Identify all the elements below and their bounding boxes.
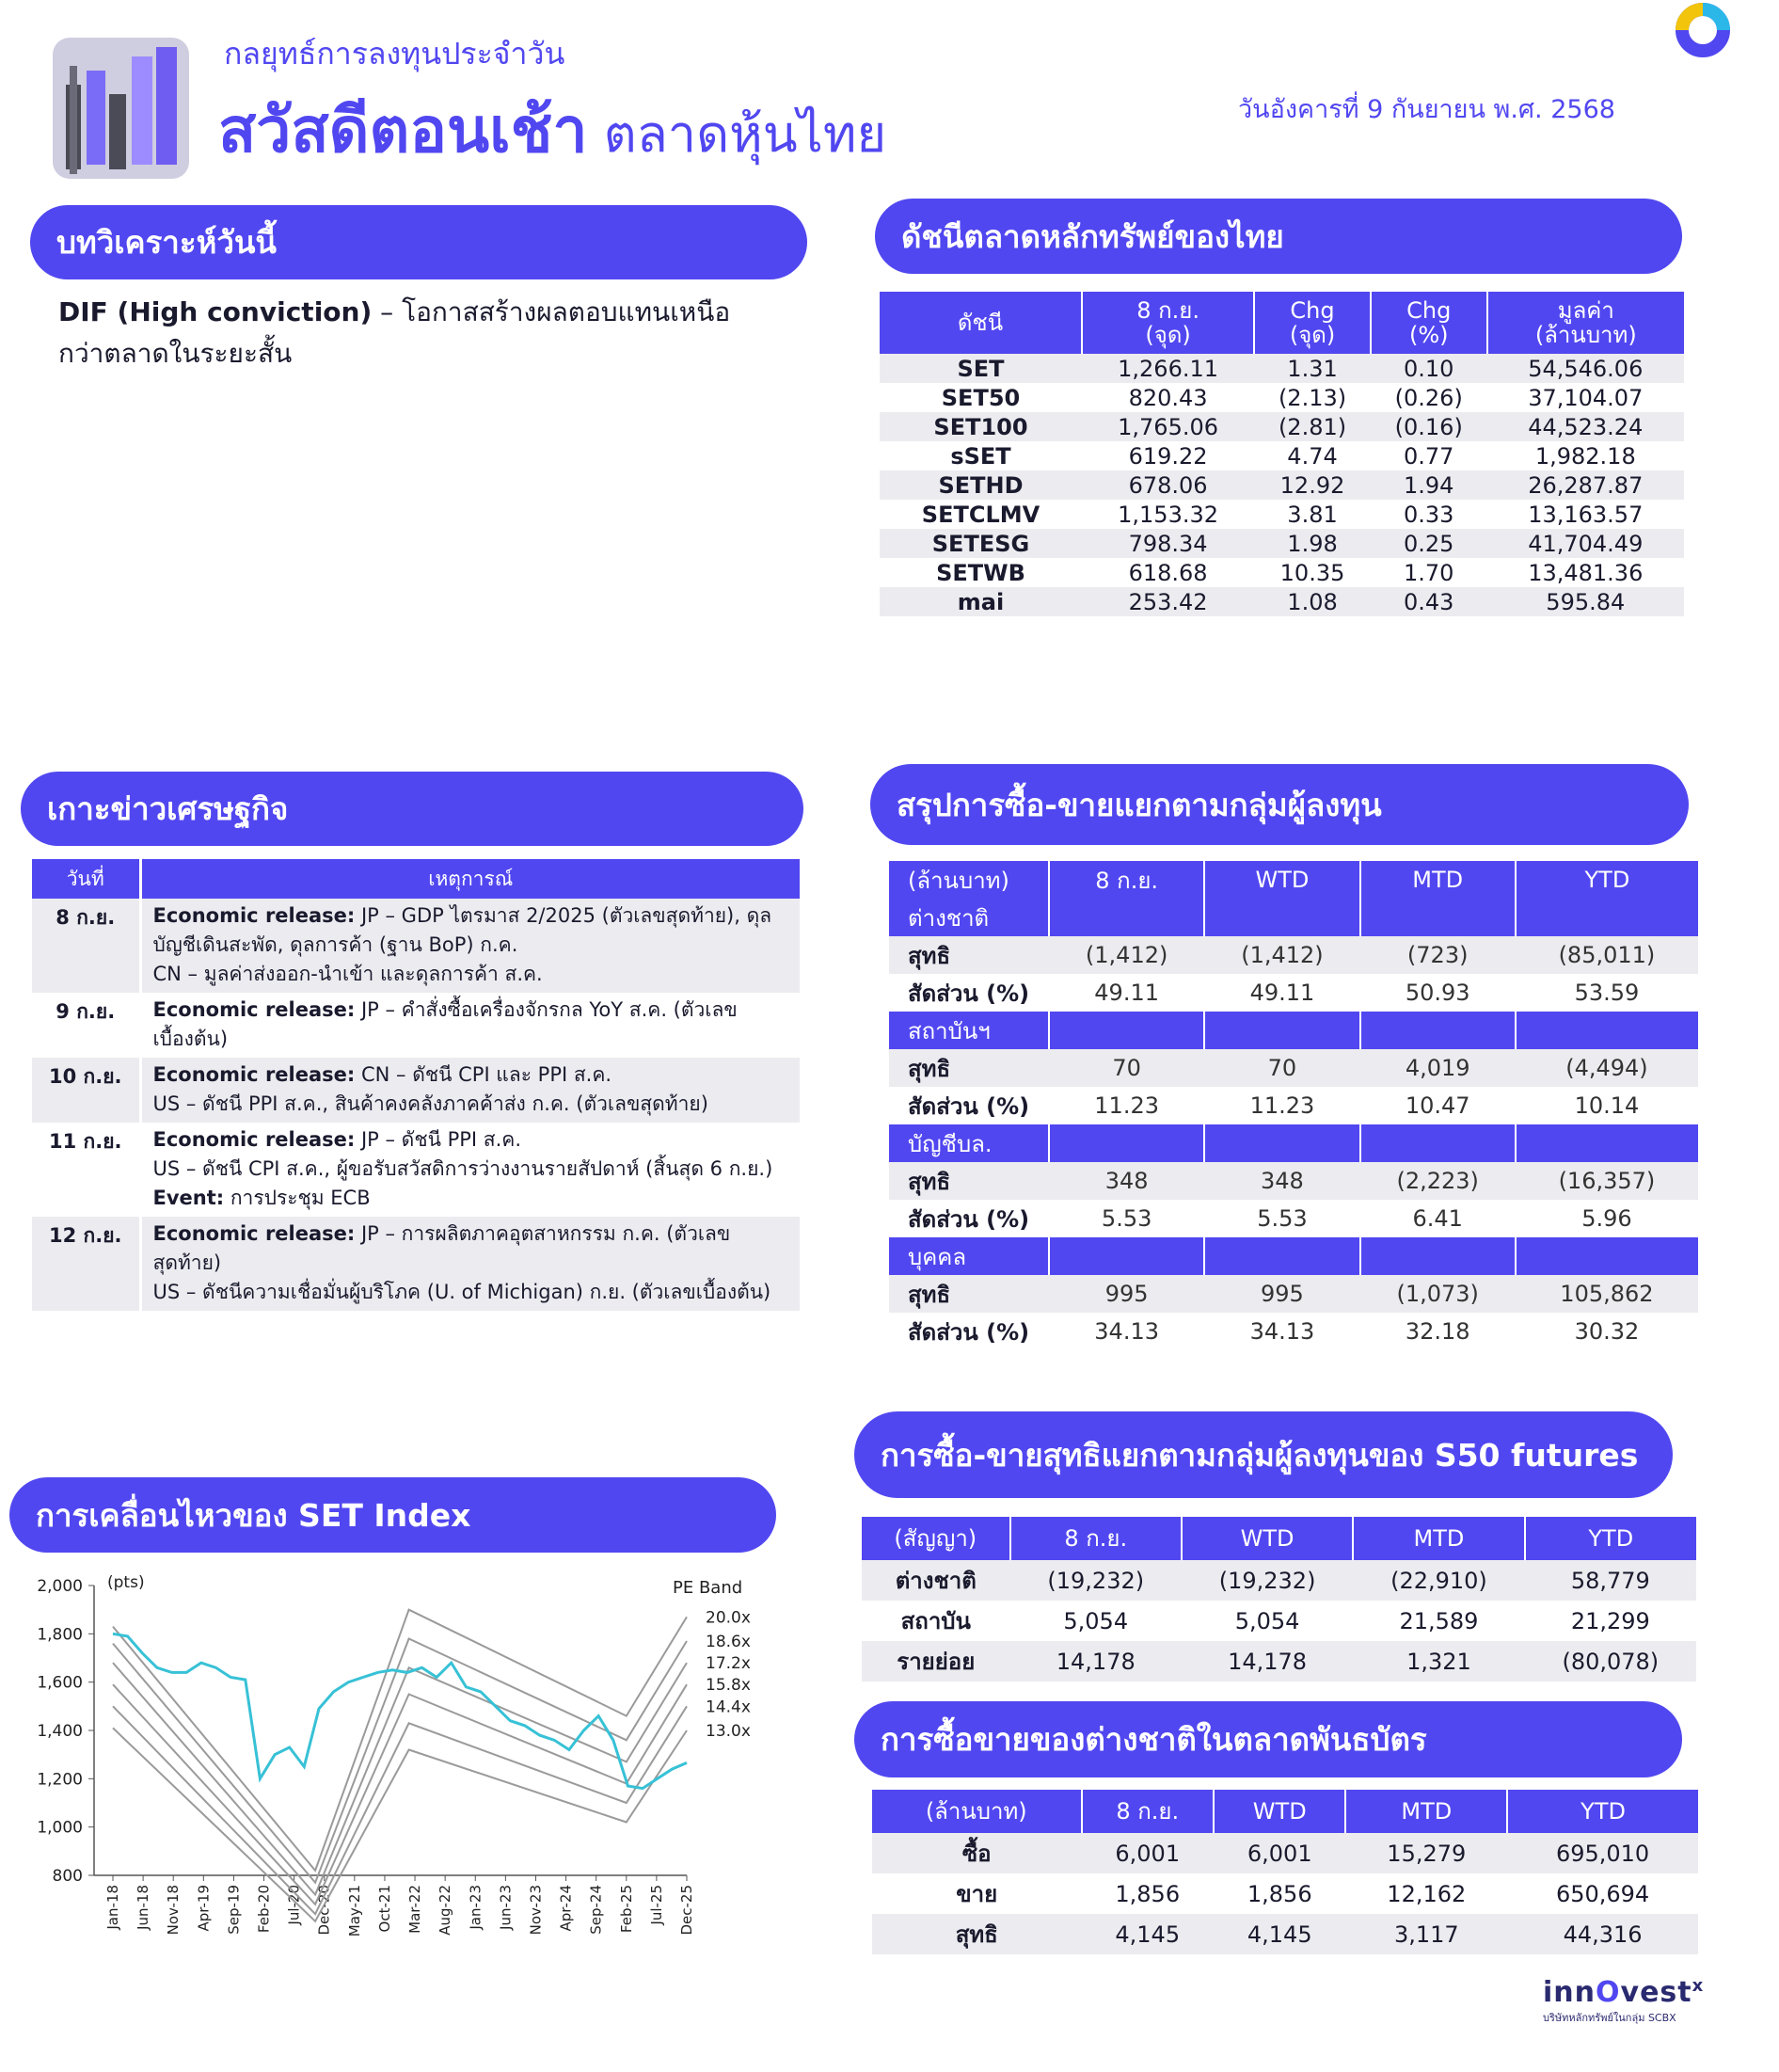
table-row xyxy=(880,558,1684,587)
y-tick-label: 2,000 xyxy=(37,1577,83,1596)
logo-candlestick-icon xyxy=(53,38,189,179)
news-line xyxy=(153,901,795,931)
report-subtitle: กลยุทธ์การลงทุนประจำวัน xyxy=(224,36,565,72)
table-value: (22,910) xyxy=(1353,1560,1524,1601)
news-date: 10 ก.ย. xyxy=(32,1058,140,1123)
col-header: (ล้านบาท) xyxy=(872,1790,1082,1833)
news-event xyxy=(140,1217,800,1311)
col-header: มูลค่า (ล้านบาท) xyxy=(1487,292,1684,354)
index-value: 12.92 xyxy=(1254,470,1371,500)
section-cell xyxy=(1516,899,1698,936)
table-value: 58,779 xyxy=(1525,1560,1696,1601)
index-name: SET xyxy=(880,354,1082,383)
investor-value: 49.11 xyxy=(1094,980,1159,1006)
news-date: 11 ก.ย. xyxy=(32,1123,140,1217)
news-text: CN – มูลค่าส่งออก-นำเข้า และดุลการค้า ส.ค. xyxy=(152,963,543,985)
table-row xyxy=(872,1873,1698,1914)
news-line xyxy=(153,1090,795,1119)
news-text: การประชุม ECB xyxy=(224,1187,371,1209)
section-cell xyxy=(1516,1124,1698,1162)
row-label: สุทธิ xyxy=(872,1914,1082,1954)
investor-heading-text: สรุปการซื้อ-ขายแยกตามกลุ่มผู้ลงทุน xyxy=(897,786,1382,823)
index-value: (2.81) xyxy=(1254,412,1371,441)
investor-value: (85,011) xyxy=(1558,942,1656,968)
news-text: US – ดัชนีความเชื่อมั่นผู้บริโภค (U. of Michigan) ก.ย. (ตัวเลขเบื้องต้น) xyxy=(152,1281,771,1303)
index-name: mai xyxy=(880,587,1082,616)
index-value: 0.77 xyxy=(1404,442,1454,470)
section-cell xyxy=(1516,1237,1698,1275)
table-row xyxy=(862,1641,1696,1682)
table-row xyxy=(880,354,1684,383)
table-value: 4,145 xyxy=(1082,1914,1215,1954)
y-unit-label: (pts) xyxy=(107,1573,145,1592)
index-name: sSET xyxy=(950,442,1011,470)
table-row xyxy=(880,470,1684,500)
index-value: 0.33 xyxy=(1404,501,1454,528)
col-header: 8 ก.ย. xyxy=(1049,861,1204,899)
innovest-logo: innOvest$^x$ บริษัทหลักทรัพย์ในกลุ่ม SCBX xyxy=(1543,1976,1705,2024)
investor-value: (2,223) xyxy=(1396,1168,1479,1194)
analysis-stock: DIF (High conviction) xyxy=(58,296,373,327)
x-tick-label: May-21 xyxy=(345,1885,363,1937)
index-value: 1.94 xyxy=(1371,470,1487,500)
news-label: Economic release: xyxy=(152,1128,356,1151)
news-col-date: วันที่ xyxy=(32,859,140,899)
x-tick-label: Feb-25 xyxy=(617,1885,635,1934)
x-tick-label: Jan-18 xyxy=(104,1885,121,1930)
index-value: 0.10 xyxy=(1371,354,1487,383)
news-event xyxy=(140,1058,800,1123)
investor-value: 10.47 xyxy=(1405,1092,1470,1119)
investor-value: (1,412) xyxy=(1085,942,1168,968)
set-chart-heading xyxy=(9,1477,776,1553)
news-text: JP – ดัชนี PPI ส.ค. xyxy=(355,1128,522,1151)
x-tick-label: Sep-24 xyxy=(587,1885,605,1935)
table-value: (19,232) xyxy=(1010,1560,1182,1601)
row-label: รายย่อย xyxy=(862,1641,1010,1682)
index-value: (0.16) xyxy=(1371,412,1487,441)
table-value: 4,145 xyxy=(1214,1914,1345,1954)
index-value: 41,704.49 xyxy=(1487,529,1684,558)
section-cell xyxy=(1049,1237,1204,1275)
x-tick-label: Jul-20 xyxy=(285,1885,303,1925)
x-tick-label: Oct-21 xyxy=(375,1885,393,1933)
index-value: 44,523.24 xyxy=(1487,412,1684,441)
news-table xyxy=(32,859,800,1311)
row-label: สุทธิ xyxy=(908,1281,951,1308)
index-value: 618.68 xyxy=(1128,559,1208,586)
news-line xyxy=(153,1155,795,1184)
col-header: 8 ก.ย. xyxy=(1082,1790,1215,1833)
investor-value: (723) xyxy=(1406,942,1469,968)
investor-value: 32.18 xyxy=(1405,1318,1470,1345)
col-header: ดัชนี xyxy=(880,292,1082,354)
section-cell xyxy=(1360,1237,1516,1275)
set-index-chart xyxy=(19,1562,771,1967)
news-text: CN – ดัชนี CPI และ PPI ส.ค. xyxy=(355,1063,612,1086)
col-header: WTD xyxy=(1214,1790,1345,1833)
index-value: 4.74 xyxy=(1287,442,1338,470)
table-value: 21,299 xyxy=(1570,1607,1650,1634)
index-name: SETCLMV xyxy=(921,501,1040,528)
row-label: สัดส่วน (%) xyxy=(908,1092,1030,1120)
table-row xyxy=(32,899,800,993)
x-tick-label: Dec-20 xyxy=(315,1885,333,1936)
news-line xyxy=(153,996,795,1025)
index-value: 1.31 xyxy=(1254,354,1371,383)
report-date: วันอังคารที่ 9 กันยายน พ.ศ. 2568 xyxy=(1238,95,1615,124)
table-row xyxy=(32,1217,800,1311)
investor-value: 995 xyxy=(1104,1281,1149,1307)
col-header: 8 ก.ย. xyxy=(1010,1517,1182,1560)
news-event xyxy=(140,899,800,993)
investor-heading xyxy=(870,764,1689,845)
table-row xyxy=(889,1200,1698,1237)
table-value: 12,162 xyxy=(1387,1880,1467,1907)
index-value: 1.70 xyxy=(1404,559,1454,586)
bonds-heading xyxy=(854,1701,1682,1777)
table-row xyxy=(862,1601,1696,1641)
index-name: SET100 xyxy=(880,412,1082,441)
investor-value: 5.96 xyxy=(1581,1205,1632,1232)
news-line xyxy=(153,1219,795,1278)
col-header: MTD xyxy=(1360,861,1516,899)
table-value: 5,054 xyxy=(1063,1607,1129,1634)
y-tick-label: 1,200 xyxy=(37,1770,83,1790)
col-header: YTD xyxy=(1507,1790,1698,1833)
row-label: สุทธิ xyxy=(908,1168,951,1195)
index-value: 678.06 xyxy=(1082,470,1254,500)
news-text: JP – GDP ไตรมาส 2/2025 (ตัวเลขสุดท้าย), ดุล xyxy=(355,904,772,927)
news-line xyxy=(153,960,795,989)
investor-group-row xyxy=(889,1012,1698,1049)
investor-value: 70 xyxy=(1112,1055,1141,1081)
investor-value: (16,357) xyxy=(1558,1168,1656,1194)
table-value: 6,001 xyxy=(1214,1833,1345,1873)
news-text: บัญชีเดินสะพัด, ดุลการค้า (ฐาน BoP) ก.ค. xyxy=(152,933,518,956)
news-line xyxy=(153,1184,795,1213)
analysis-heading xyxy=(30,205,807,279)
news-line xyxy=(153,1025,795,1054)
investor-value: (4,494) xyxy=(1565,1055,1648,1081)
x-tick-label: Sep-19 xyxy=(225,1885,243,1935)
section-cell xyxy=(1360,899,1516,936)
table-row xyxy=(880,383,1684,412)
analysis-text xyxy=(58,292,773,375)
table-row xyxy=(880,441,1684,470)
investor-group-name: สถาบันฯ xyxy=(889,1012,1049,1049)
col-header: MTD xyxy=(1353,1517,1524,1560)
col-header: (ล้านบาท) xyxy=(889,861,1049,899)
news-line xyxy=(153,931,795,960)
futures-heading xyxy=(854,1411,1673,1498)
x-tick-label: Nov-18 xyxy=(165,1885,183,1936)
x-tick-label: Mar-22 xyxy=(406,1885,424,1934)
section-cell xyxy=(1049,1012,1204,1049)
section-cell xyxy=(1049,899,1204,936)
investor-value: (1,412) xyxy=(1241,942,1324,968)
index-value: 10.35 xyxy=(1279,559,1345,586)
section-cell xyxy=(1204,1124,1359,1162)
news-event xyxy=(140,1123,800,1217)
indices-table xyxy=(880,292,1684,616)
table-row xyxy=(889,1313,1698,1350)
section-cell xyxy=(1204,1012,1359,1049)
news-text: JP – คำสั่งซื้อเครื่องจักรกล YoY ส.ค. (ตัวเลข xyxy=(355,998,738,1021)
index-value: 1,765.06 xyxy=(1082,412,1254,441)
index-value: 1.98 xyxy=(1254,529,1371,558)
index-value: 0.43 xyxy=(1371,587,1487,616)
index-value: 37,104.07 xyxy=(1528,384,1644,411)
news-label: Event: xyxy=(152,1187,225,1209)
investor-value: 34.13 xyxy=(1249,1318,1315,1345)
table-row xyxy=(889,1049,1698,1087)
index-value: 0.25 xyxy=(1371,529,1487,558)
investor-value: 105,862 xyxy=(1560,1281,1654,1307)
investor-value: 4,019 xyxy=(1405,1055,1470,1081)
y-tick-label: 1,600 xyxy=(37,1673,83,1693)
x-tick-label: Apr-24 xyxy=(557,1885,575,1932)
investor-value: 34.13 xyxy=(1094,1318,1159,1345)
x-tick-label: Jan-23 xyxy=(467,1885,484,1930)
index-value: (0.26) xyxy=(1394,384,1463,411)
index-value: 26,287.87 xyxy=(1487,470,1684,500)
y-tick-label: 800 xyxy=(52,1867,83,1886)
pe-band-label: 17.2x xyxy=(706,1654,751,1674)
investor-value: 70 xyxy=(1267,1055,1297,1081)
index-value: 619.22 xyxy=(1128,442,1208,470)
bonds-heading-text: การซื้อขายของต่างชาติในตลาดพันธบัตร xyxy=(881,1721,1427,1758)
news-heading xyxy=(21,772,803,846)
investor-value: 49.11 xyxy=(1249,980,1315,1006)
investor-group-row xyxy=(889,1124,1698,1162)
analysis-desc: – โอกาสสร้างผลตอบแทนเหนือกว่าตลาดในระยะสั้น xyxy=(58,296,731,369)
table-row xyxy=(872,1914,1698,1954)
pe-band-title: PE Band xyxy=(673,1578,743,1598)
investor-value: 11.23 xyxy=(1094,1092,1159,1119)
index-value: 595.84 xyxy=(1487,587,1684,616)
news-text: US – ดัชนี CPI ส.ค., ผู้ขอรับสวัสดิการว่างงานรายสัปดาห์ (สิ้นสุด 6 ก.ย.) xyxy=(152,1157,773,1180)
news-label: Economic release: xyxy=(152,904,356,927)
set-chart-heading-text: การเคลื่อนไหวของ SET Index xyxy=(36,1496,471,1534)
row-label: ต่างชาติ xyxy=(862,1560,1010,1601)
col-header: YTD xyxy=(1516,861,1698,899)
investor-group-name: บัญชีบล. xyxy=(889,1124,1049,1162)
table-value: 15,279 xyxy=(1345,1833,1507,1873)
section-cell xyxy=(1360,1012,1516,1049)
index-value: 253.42 xyxy=(1082,587,1254,616)
section-cell xyxy=(1204,1237,1359,1275)
investor-value: 10.14 xyxy=(1574,1092,1640,1119)
table-row xyxy=(32,993,800,1058)
table-value: 44,316 xyxy=(1507,1914,1698,1954)
futures-table xyxy=(862,1517,1696,1682)
table-row xyxy=(872,1833,1698,1873)
table-value: 6,001 xyxy=(1082,1833,1215,1873)
table-value: 695,010 xyxy=(1507,1833,1698,1873)
news-heading-text: เกาะข่าวเศรษฐกิจ xyxy=(47,790,289,827)
table-row xyxy=(32,1058,800,1123)
brand-ring-icon xyxy=(1675,2,1731,62)
table-value: 1,321 xyxy=(1353,1641,1524,1682)
row-label: สุทธิ xyxy=(908,1055,951,1082)
investor-value: 30.32 xyxy=(1574,1318,1640,1345)
table-value: (19,232) xyxy=(1182,1560,1353,1601)
index-value: (2.13) xyxy=(1278,384,1347,411)
pe-band-label: 15.8x xyxy=(706,1676,751,1696)
index-value: 54,546.06 xyxy=(1487,354,1684,383)
news-line xyxy=(153,1125,795,1155)
section-cell xyxy=(1049,1124,1204,1162)
table-row xyxy=(32,1123,800,1217)
table-value: 14,178 xyxy=(1182,1641,1353,1682)
indices-heading-text: ดัชนีตลาดหลักทรัพย์ของไทย xyxy=(901,217,1284,255)
table-value: (80,078) xyxy=(1525,1641,1696,1682)
row-label: สัดส่วน (%) xyxy=(908,980,1030,1007)
investor-value: 6.41 xyxy=(1412,1205,1463,1232)
x-tick-label: Apr-19 xyxy=(195,1885,213,1932)
news-text: US – ดัชนี PPI ส.ค., สินค้าคงคลังภาคค้าส่ง ก.ค. (ตัวเลขสุดท้าย) xyxy=(152,1092,708,1115)
table-value: 3,117 xyxy=(1345,1914,1507,1954)
table-row xyxy=(889,1275,1698,1313)
x-tick-label: Jul-25 xyxy=(647,1885,665,1925)
index-value: 13,163.57 xyxy=(1528,501,1644,528)
table-row xyxy=(880,529,1684,558)
table-row xyxy=(889,936,1698,974)
report-title-sub: ตลาดหุ้นไทย xyxy=(603,104,887,164)
investor-group-name: ต่างชาติ xyxy=(889,899,1049,936)
col-header: (สัญญา) xyxy=(862,1517,1010,1560)
investor-table xyxy=(889,861,1698,1350)
row-label: สัดส่วน (%) xyxy=(908,1318,1030,1346)
section-cell xyxy=(1516,1012,1698,1049)
index-value: 1.08 xyxy=(1254,587,1371,616)
index-name: SETESG xyxy=(880,529,1082,558)
report-title: สวัสดีตอนเช้า xyxy=(218,94,588,167)
table-value: 21,589 xyxy=(1399,1607,1479,1634)
index-value: 1,153.32 xyxy=(1118,501,1219,528)
news-label: Economic release: xyxy=(152,1222,356,1245)
table-row xyxy=(889,1087,1698,1124)
investor-value: 11.23 xyxy=(1249,1092,1315,1119)
col-header: Chg (จุด) xyxy=(1254,292,1371,354)
indices-heading xyxy=(875,199,1682,274)
index-value: 798.34 xyxy=(1082,529,1254,558)
index-value: 1,266.11 xyxy=(1082,354,1254,383)
index-value: 13,481.36 xyxy=(1528,559,1644,586)
news-text: JP – การผลิตภาคอุตสาหกรรม ก.ค. (ตัวเลขสุดท้าย) xyxy=(152,1222,731,1274)
x-tick-label: Jun-18 xyxy=(135,1885,152,1930)
row-label: สุทธิ xyxy=(908,942,951,969)
table-row xyxy=(862,1560,1696,1601)
table-value: 1,856 xyxy=(1115,1880,1181,1907)
section-cell xyxy=(1204,899,1359,936)
investor-group-row xyxy=(889,1237,1698,1275)
row-label: ซื้อ xyxy=(872,1833,1082,1873)
y-tick-label: 1,400 xyxy=(37,1722,83,1741)
table-value: 1,856 xyxy=(1247,1880,1312,1907)
table-value: 5,054 xyxy=(1234,1607,1300,1634)
investor-group-row xyxy=(889,899,1698,936)
table-row xyxy=(880,500,1684,529)
pe-band-label: 18.6x xyxy=(706,1633,751,1652)
table-row xyxy=(880,587,1684,616)
investor-value: 50.93 xyxy=(1405,980,1470,1006)
table-value: 650,694 xyxy=(1555,1880,1650,1907)
news-col-event: เหตุการณ์ xyxy=(140,859,800,899)
analysis-heading-text: บทวิเคราะห์วันนี้ xyxy=(56,224,277,261)
news-date: 12 ก.ย. xyxy=(32,1217,140,1311)
col-header: MTD xyxy=(1345,1790,1507,1833)
x-tick-label: Jun-23 xyxy=(497,1885,515,1930)
index-name: SETWB xyxy=(936,559,1025,586)
x-tick-label: Nov-23 xyxy=(527,1885,545,1936)
investor-value: (1,073) xyxy=(1396,1281,1479,1307)
y-tick-label: 1,000 xyxy=(37,1818,83,1838)
table-row xyxy=(880,412,1684,441)
investor-value: 348 xyxy=(1261,1168,1304,1194)
col-header: WTD xyxy=(1182,1517,1353,1560)
col-header: YTD xyxy=(1525,1517,1696,1560)
investor-value: 5.53 xyxy=(1257,1205,1308,1232)
pe-band-label: 20.0x xyxy=(706,1608,751,1628)
col-header: Chg (%) xyxy=(1371,292,1487,354)
news-date: 8 ก.ย. xyxy=(32,899,140,993)
pe-band-label: 14.4x xyxy=(706,1697,751,1717)
row-label: สัดส่วน (%) xyxy=(908,1205,1030,1233)
index-name: SETHD xyxy=(880,470,1082,500)
futures-heading-text: การซื้อ-ขายสุทธิแยกตามกลุ่มผู้ลงทุนของ S50 futures xyxy=(881,1436,1639,1474)
y-tick-label: 1,800 xyxy=(37,1625,83,1645)
news-label: Economic release: xyxy=(152,1063,356,1086)
news-line xyxy=(153,1060,795,1090)
investor-value: 995 xyxy=(1261,1281,1304,1307)
bonds-table xyxy=(872,1790,1698,1954)
table-row xyxy=(889,1162,1698,1200)
news-date: 9 ก.ย. xyxy=(32,993,140,1058)
investor-value: 53.59 xyxy=(1574,980,1640,1006)
col-header: 8 ก.ย. (จุด) xyxy=(1082,292,1254,354)
news-label: Economic release: xyxy=(152,998,356,1021)
row-label: ขาย xyxy=(956,1881,998,1907)
index-value: 3.81 xyxy=(1287,501,1338,528)
table-row xyxy=(889,974,1698,1012)
table-value: 14,178 xyxy=(1010,1641,1182,1682)
news-event xyxy=(140,993,800,1058)
x-tick-label: Dec-25 xyxy=(678,1885,695,1936)
news-text: เบื้องต้น) xyxy=(152,1028,229,1050)
x-tick-label: Aug-22 xyxy=(437,1885,454,1936)
section-cell xyxy=(1360,1124,1516,1162)
table-header-row xyxy=(889,861,1698,899)
row-label: สถาบัน xyxy=(900,1608,971,1634)
news-line xyxy=(153,1278,795,1307)
index-value: 820.43 xyxy=(1128,384,1208,411)
pe-band-label: 13.0x xyxy=(706,1722,751,1741)
index-value: 1,982.18 xyxy=(1534,442,1636,470)
investor-value: 348 xyxy=(1104,1168,1149,1194)
col-header: WTD xyxy=(1204,861,1359,899)
index-name: SET50 xyxy=(941,384,1021,411)
investor-group-name: บุคคล xyxy=(889,1237,1049,1275)
investor-value: 5.53 xyxy=(1101,1205,1152,1232)
x-tick-label: Feb-20 xyxy=(255,1885,273,1934)
